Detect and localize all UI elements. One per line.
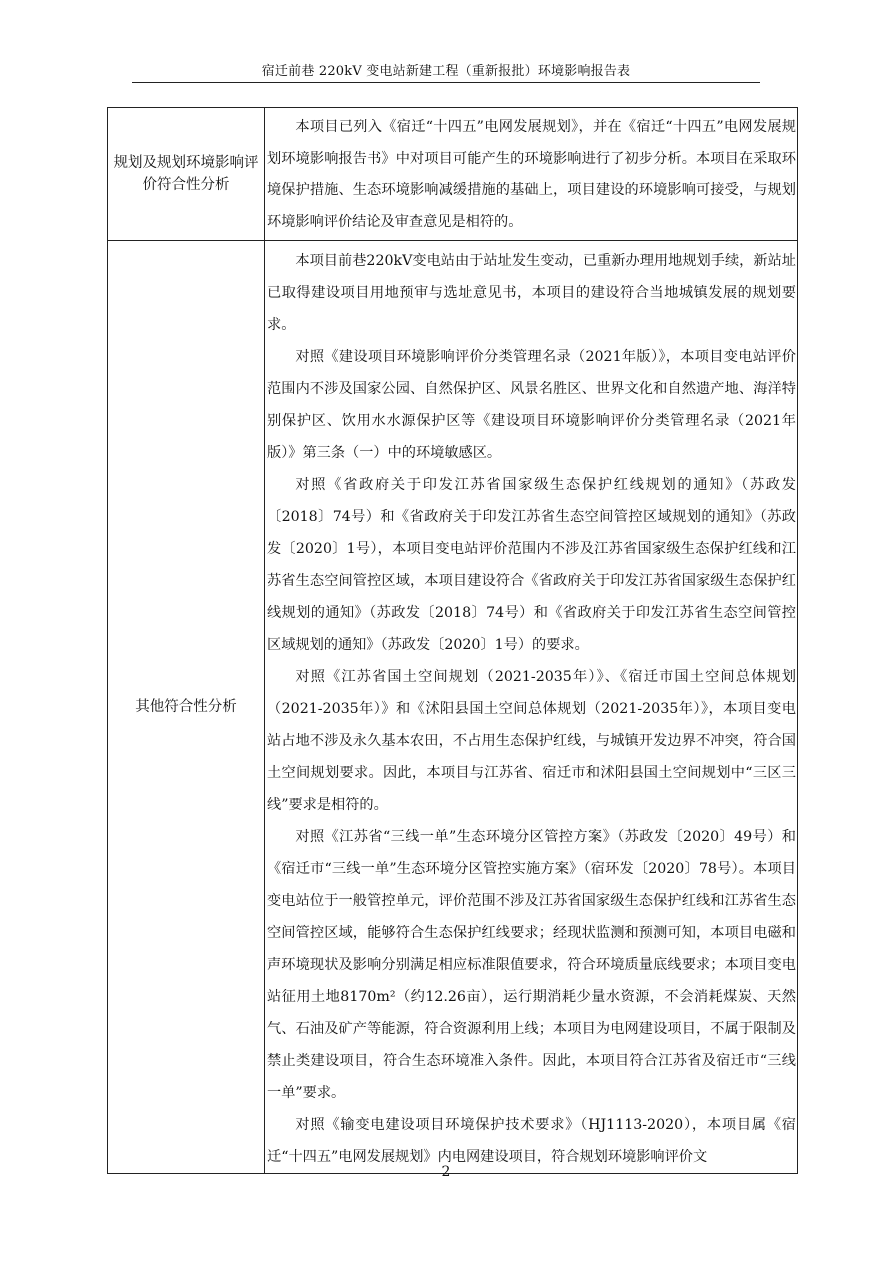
table-row [108,241,798,1174]
row-content-planning [265,108,798,241]
header-divider [132,82,760,83]
row-content-other [265,241,798,1174]
paragraph: 对照《省政府关于印发江苏省国家级生态保护红线规划的通知》（苏政发〔2018〕74号）和《省政府关于印发江苏省生态空间管控区域规划的通知》（苏政发〔2020〕1号），本项目变电站评价范围内不涉及江苏省国家级生态保护红线和江苏省生态空间管控区域，本项目建设符合《省政府关于印发江苏省国家级生态保护红线规划的通知》（苏政发〔2018〕74号）和《省政府关于印发江苏省生态空间管控区域规划的通知》（苏政发〔2020〕1号）的要求。 [267,477,796,653]
paragraph: 对照《江苏省国土空间规划（2021-2035年）》、《宿迁市国土空间总体规划（2021-2035年）》和《沭阳县国土空间总体规划（2021-2035年）》，本项目变电站占地不涉及永久基本农田，不占用生态保护红线，与城镇开发边界不冲突，符合国土空间规划要求。因此，本项目与江苏省、宿迁市和沭阳县国土空间规划中“三区三线”要求是相符的。 [267,669,796,813]
paragraph: 本项目已列入《宿迁“十四五”电网发展规划》，并在《宿迁“十四五”电网发展规划环境影响报告书》中对项目可能产生的环境影响进行了初步分析。本项目在采取环境保护措施、生态环境影响减缓措施的基础上，项目建设的环境影响可接受，与规划环境影响评价结论及审查意见是相符的。 [267,119,796,230]
paragraph: 对照《输变电建设项目环境保护技术要求》（HJ1113-2020），本项目属《宿迁“十四五”电网发展规划》内电网建设项目，符合规划环境影响评价文 [267,1117,796,1165]
table-row [108,108,798,241]
paragraph: 本项目前巷220kV变电站由于站址发生变动，已重新办理用地规划手续，新站址已取得建设项目用地预审与选址意见书，本项目的建设符合当地城镇发展的规划要求。 [267,253,796,333]
paragraph: 对照《江苏省“三线一单”生态环境分区管控方案》（苏政发〔2020〕49号）和《宿迁市“三线一单”生态环境分区管控实施方案》（宿环发〔2020〕78号）。本项目变电站位于一般管控单元，评价范围不涉及江苏省国家级生态保护红线和江苏省生态空间管控区域，能够符合生态保护红线要求；经现状监测和预测可知，本项目电磁和声环境现状及影响分别满足相应标准限值要求，符合环境质量底线要求；本项目变电站征用土地8170m²（约12.26亩），运行期消耗少量水资源，不会消耗煤炭、天然气、石油及矿产等能源，符合资源利用上线；本项目为电网建设项目，不属于限制及禁止类建设项目，符合生态环境准入条件。因此，本项目符合江苏省及宿迁市“三线一单”要求。 [267,829,796,1101]
document-header-title: 宿迁前巷 220kV 变电站新建工程（重新报批）环境影响报告表 [261,64,631,79]
compliance-analysis-table [107,107,798,1174]
row-label-other: 其他符合性分析 [108,241,265,1174]
paragraph: 对照《建设项目环境影响评价分类管理名录（2021年版）》，本项目变电站评价范围内不涉及国家公园、自然保护区、风景名胜区、世界文化和自然遗产地、海洋特别保护区、饮用水水源保护区等《建设项目环境影响评价分类管理名录（2021年版）》第三条（一）中的环境敏感区。 [267,349,796,461]
page-number: 2 [441,1164,451,1180]
row-label-planning: 规划及规划环境影响评价符合性分析 [108,108,265,241]
